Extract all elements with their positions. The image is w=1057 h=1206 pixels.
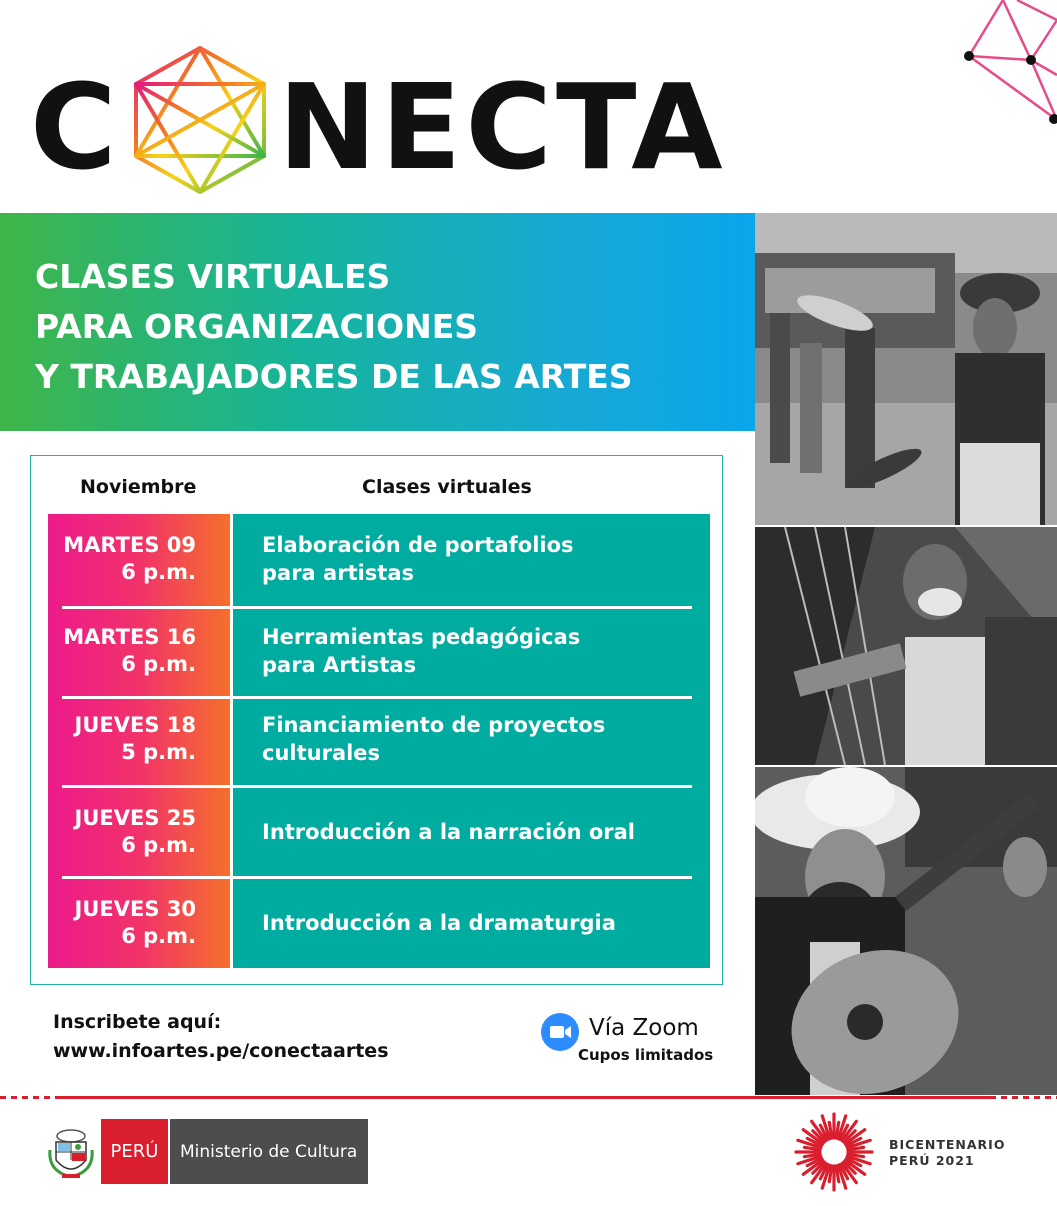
hexagon-gem-icon <box>130 44 270 196</box>
row-day: JUEVES 18 <box>74 713 196 737</box>
banner-title-line: Y TRABAJADORES DE LAS ARTES <box>35 357 633 396</box>
bicentenario-line: BICENTENARIO <box>889 1137 1006 1152</box>
registration-link[interactable]: www.infoartes.pe/conectaartes <box>53 1040 389 1062</box>
ministry-badge: Ministerio de Cultura <box>170 1119 368 1184</box>
row-date <box>48 514 196 604</box>
row-class <box>262 787 702 877</box>
row-time: 6 p.m. <box>121 833 196 857</box>
row-class-line: Introducción a la narración oral <box>262 820 636 844</box>
harp-player-photo <box>755 527 1057 765</box>
banner-title-line: CLASES VIRTUALES <box>35 257 391 296</box>
table-row <box>48 878 710 968</box>
row-day: JUEVES 30 <box>74 897 196 921</box>
logo-letters-necta: NECTA <box>278 58 727 196</box>
registration-label: Inscribete aquí: <box>53 1011 222 1033</box>
row-date <box>48 787 196 877</box>
row-class-line: culturales <box>262 741 381 765</box>
table-row <box>48 606 710 696</box>
row-class <box>262 878 702 968</box>
row-time: 6 p.m. <box>121 652 196 676</box>
bicentenario-line: PERÚ 2021 <box>889 1153 975 1168</box>
row-date <box>48 606 196 696</box>
zoom-subtitle: Cupos limitados <box>578 1046 714 1064</box>
guitarist-photo <box>755 767 1057 1095</box>
juggler-photo <box>755 213 1057 525</box>
row-day: MARTES 09 <box>63 533 196 557</box>
bicentenario-sun-icon <box>794 1112 874 1192</box>
table-row <box>48 694 710 784</box>
row-time: 6 p.m. <box>121 924 196 948</box>
peru-badge: PERÚ <box>101 1119 168 1184</box>
logo-letter-c: C <box>30 58 121 196</box>
column-header-month: Noviembre <box>80 476 197 498</box>
row-day: JUEVES 25 <box>74 806 196 830</box>
table-row <box>48 787 710 877</box>
table-row <box>48 514 710 604</box>
row-class <box>262 514 702 604</box>
row-class-line: Elaboración de portafolios <box>262 533 574 557</box>
network-decoration-icon <box>957 0 1057 135</box>
column-header-classes: Clases virtuales <box>362 476 532 498</box>
registration-info <box>53 1008 389 1066</box>
title-banner <box>0 213 755 431</box>
conecta-logo <box>30 40 730 200</box>
row-class-line: para Artistas <box>262 653 417 677</box>
row-day: MARTES 16 <box>63 625 196 649</box>
zoom-title: Vía Zoom <box>589 1015 699 1041</box>
row-class <box>262 606 702 696</box>
row-class <box>262 694 702 784</box>
row-class-line: Herramientas pedagógicas <box>262 625 581 649</box>
row-time: 6 p.m. <box>121 560 196 584</box>
bicentenario-label <box>889 1137 1005 1169</box>
row-class-line: para artistas <box>262 561 415 585</box>
row-class-line: Introducción a la dramaturgia <box>262 911 616 935</box>
row-date <box>48 878 196 968</box>
row-date <box>48 694 196 784</box>
banner-title-line: PARA ORGANIZACIONES <box>35 307 479 346</box>
zoom-camera-icon <box>541 1013 579 1051</box>
row-time: 5 p.m. <box>121 740 196 764</box>
dashed-divider <box>0 1095 1057 1100</box>
peru-coat-of-arms-icon <box>48 1126 94 1180</box>
row-class-line: Financiamiento de proyectos <box>262 713 606 737</box>
